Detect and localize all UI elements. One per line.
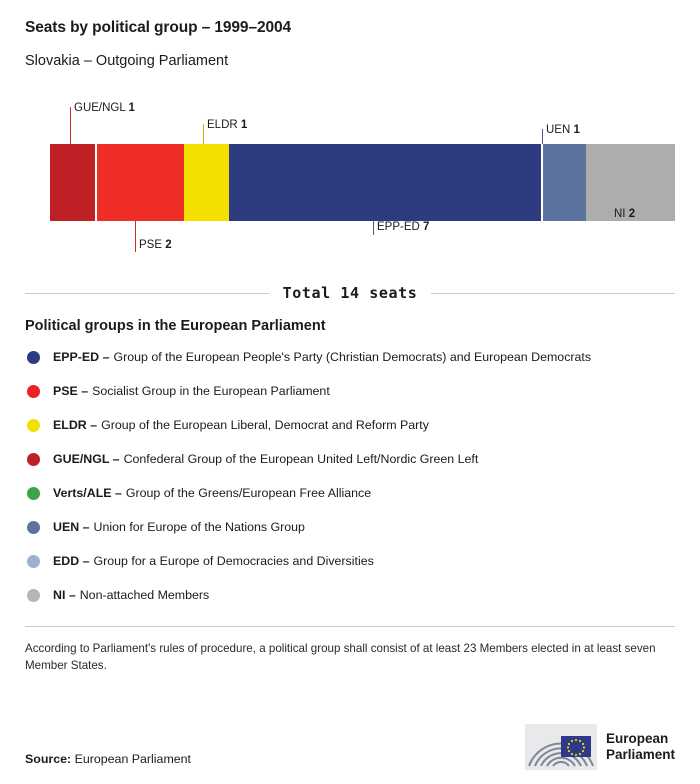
page-subtitle: Slovakia – Outgoing Parliament	[25, 53, 229, 69]
callout-abbr-pse: PSE	[139, 239, 163, 251]
eu-stars-icon	[561, 736, 591, 757]
legend-item-eppde[interactable]	[25, 340, 675, 374]
callout-label-pse	[139, 239, 172, 251]
legend-abbr-guengl: GUE/NGL –	[53, 452, 120, 466]
callout-tick-guengl	[70, 107, 71, 144]
bar-callouts	[25, 102, 675, 262]
source-label: Source:	[25, 752, 72, 766]
legend-item-edd[interactable]	[25, 544, 675, 578]
legend-abbr-ni: NI –	[53, 588, 76, 602]
legend-abbr-vertsale: Verts/ALE –	[53, 486, 122, 500]
callout-value-guengl: 1	[128, 102, 135, 114]
callout-tick-uen	[542, 129, 543, 144]
legend-abbr-eppde: EPP-ED –	[53, 350, 110, 364]
rules-note: According to Parliament's rules of procedure, a political group shall consist of at least 23 Members elected in at least seven Member States.	[25, 642, 656, 672]
eu-flag-icon	[561, 736, 591, 757]
legend-title: Political groups in the European Parliament	[25, 318, 326, 334]
legend-dot-icon-guengl	[27, 453, 40, 466]
callout-abbr-eldr: ELDR	[207, 119, 238, 131]
legend-desc-guengl: Confederal Group of the European United Left/Nordic Green Left	[123, 452, 479, 466]
logo-text	[606, 731, 675, 762]
legend-desc-eldr: Group of the European Liberal, Democrat and Reform Party	[101, 418, 429, 432]
total-rule-right	[431, 293, 675, 294]
legend-item-eldr[interactable]	[25, 408, 675, 442]
page-title: Seats by political group – 1999–2004	[25, 19, 292, 36]
total-seats-label: Total 14 seats	[282, 284, 418, 302]
logo-text-line1: European	[605, 731, 669, 747]
callout-value-uen: 1	[573, 124, 580, 136]
legend-desc-ni: Non-attached Members	[79, 588, 210, 602]
callout-abbr-ni: NI	[614, 208, 626, 220]
legend-dot-icon-ni	[27, 589, 40, 602]
total-rule-left	[25, 293, 269, 294]
legend-desc-pse: Socialist Group in the European Parliament	[92, 384, 330, 398]
callout-label-uen	[546, 124, 580, 136]
legend-abbr-edd: EDD –	[53, 554, 90, 568]
footer-divider	[25, 626, 675, 627]
callout-abbr-uen: UEN	[546, 124, 571, 136]
legend-list	[25, 340, 675, 612]
legend-abbr-uen: UEN –	[53, 520, 90, 534]
legend-dot-icon-vertsale	[27, 487, 40, 500]
callout-abbr-guengl: GUE/NGL	[74, 102, 126, 114]
legend-dot-icon-eldr	[27, 419, 40, 432]
callout-value-eppde: 7	[423, 221, 430, 233]
callout-value-pse: 2	[165, 239, 172, 251]
legend-item-guengl[interactable]	[25, 442, 675, 476]
callout-label-ni	[614, 208, 635, 220]
legend-dot-icon-edd	[27, 555, 40, 568]
callout-value-ni: 2	[628, 208, 636, 220]
callout-label-guengl	[74, 102, 135, 114]
legend-abbr-pse: PSE –	[53, 384, 89, 398]
callout-label-eldr	[207, 119, 247, 131]
legend-desc-vertsale: Group of the Greens/European Free Alliance	[125, 486, 372, 500]
source-row	[25, 752, 191, 766]
logo-text-line2: Parliament	[605, 747, 675, 762]
callout-tick-eldr	[203, 124, 204, 144]
legend-desc-edd: Group for a Europe of Democracies and Diversities	[93, 554, 374, 568]
legend-desc-eppde: Group of the European People's Party (Christian Democrats) and European Democrats	[113, 350, 592, 364]
legend-item-vertsale[interactable]	[25, 476, 675, 510]
source-value: European Parliament	[74, 752, 191, 766]
seats-bar-chart	[25, 102, 675, 262]
legend-item-pse[interactable]	[25, 374, 675, 408]
legend-dot-icon-uen	[27, 521, 40, 534]
legend-abbr-eldr: ELDR –	[53, 418, 98, 432]
callout-label-eppde	[377, 221, 429, 233]
legend-item-uen[interactable]	[25, 510, 675, 544]
logo-mark-icon	[525, 724, 597, 770]
total-seats-row	[25, 284, 675, 302]
european-parliament-logo	[525, 724, 675, 770]
legend-dot-icon-pse	[27, 385, 40, 398]
callout-tick-pse	[135, 221, 136, 252]
callout-tick-eppde	[373, 221, 374, 235]
callout-abbr-eppde: EPP-ED	[377, 221, 420, 233]
legend-dot-icon-eppde	[27, 351, 40, 364]
legend-item-ni[interactable]	[25, 578, 675, 612]
legend-desc-uen: Union for Europe of the Nations Group	[93, 520, 305, 534]
callout-value-eldr: 1	[240, 119, 248, 131]
